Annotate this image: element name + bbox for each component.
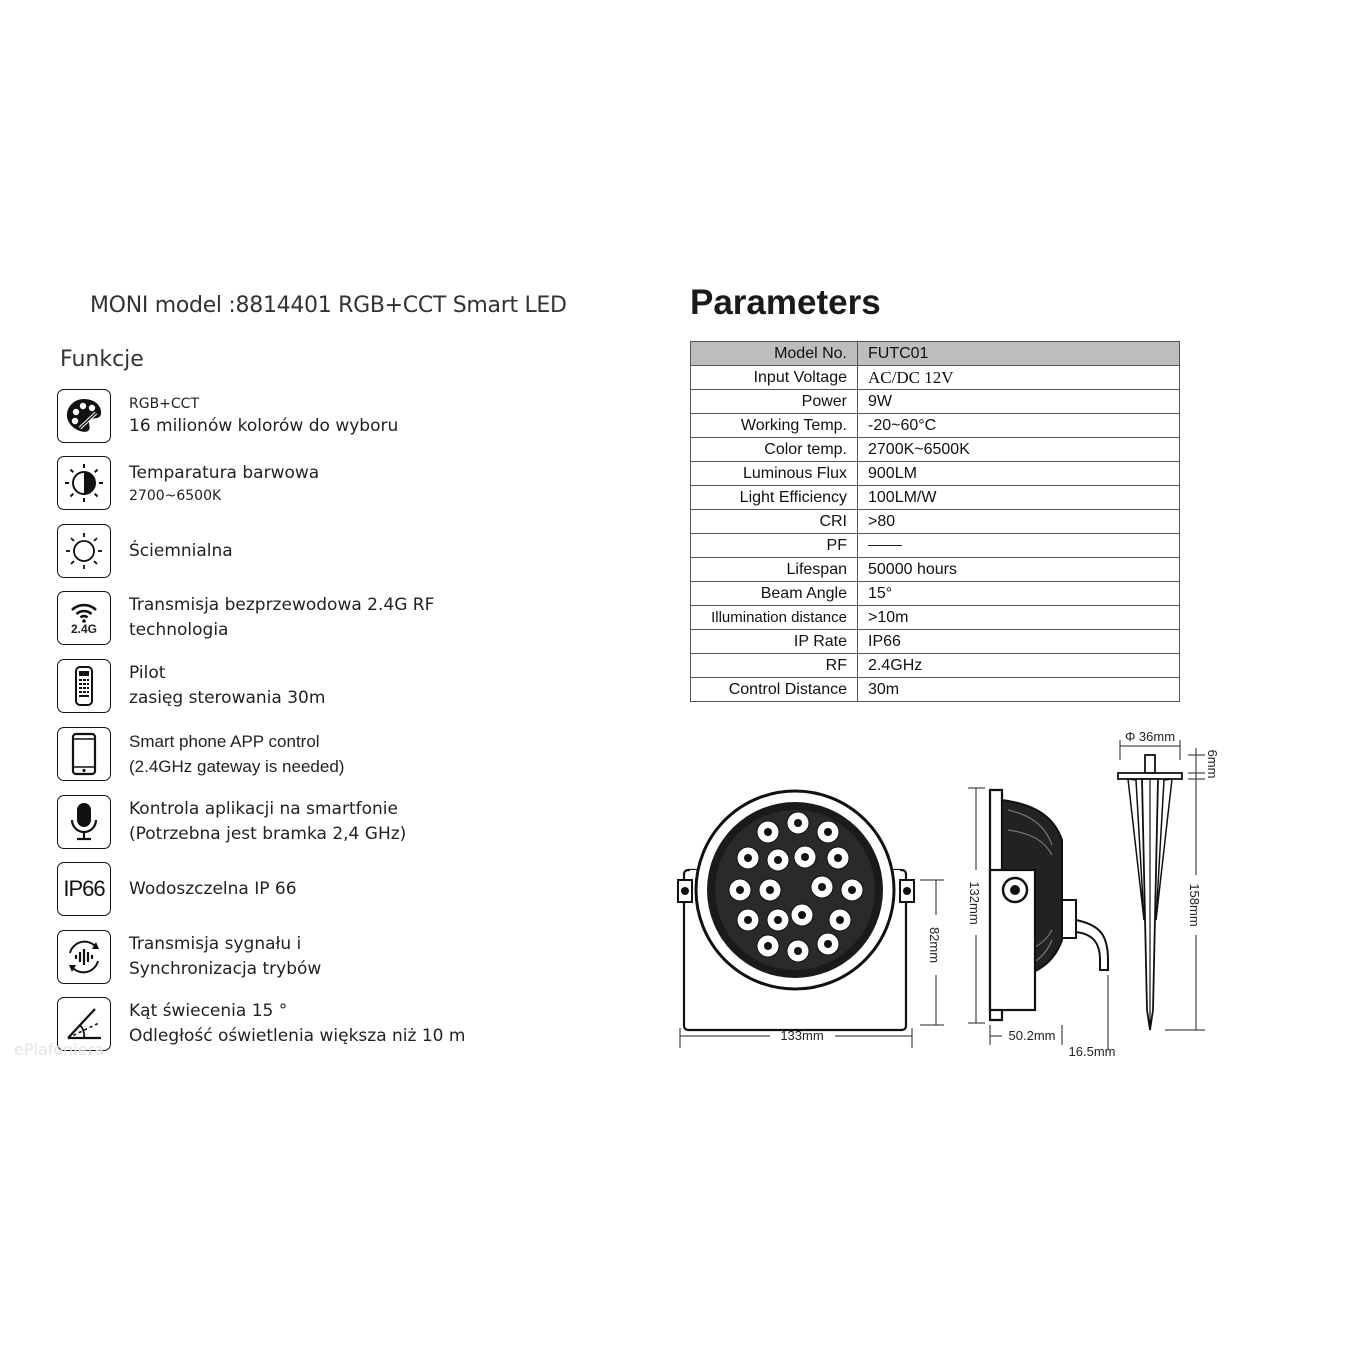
feature-beam-angle: [57, 997, 617, 1053]
spec-value: 9W: [858, 390, 1180, 414]
feature-dimmable: [57, 524, 617, 580]
table-row: [691, 462, 1180, 486]
spec-key: Color temp.: [691, 438, 858, 462]
spec-value: IP66: [858, 630, 1180, 654]
inner-height-label: 82mm: [927, 926, 942, 964]
spike-length-label: 158mm: [1187, 883, 1202, 927]
spec-key: Control Distance: [691, 678, 858, 702]
feature-line2: zasięg sterowania 30m: [129, 688, 326, 708]
feature-line1: Transmisja sygnału i: [129, 934, 302, 954]
spec-key: Power: [691, 390, 858, 414]
feature-color-temperature: [57, 456, 617, 512]
spec-value: FUTC01: [858, 342, 1180, 366]
sync-signal-icon: [57, 930, 111, 984]
spec-value: 50000 hours: [858, 558, 1180, 582]
spec-key: CRI: [691, 510, 858, 534]
table-row: [691, 390, 1180, 414]
table-row: [691, 342, 1180, 366]
table-row: [691, 558, 1180, 582]
spec-key: Beam Angle: [691, 582, 858, 606]
feature-line2: (Potrzebna jest bramka 2,4 GHz): [129, 824, 407, 844]
width-label: 133mm: [780, 1028, 824, 1043]
feature-line2: 16 milionów kolorów do wyboru: [129, 415, 399, 436]
spec-value: [858, 534, 1180, 558]
microphone-icon: [57, 795, 111, 849]
feature-line1: Wodoszczelna IP 66: [129, 878, 297, 899]
table-row: [691, 510, 1180, 534]
side-view: [967, 788, 1115, 1059]
front-view: [678, 791, 944, 1048]
spec-key: Model No.: [691, 342, 858, 366]
spec-value: 2700K~6500K: [858, 438, 1180, 462]
watermark: ePlafoniera: [14, 1040, 104, 1059]
dimension-drawing: [660, 720, 1240, 1080]
spec-value: 100LM/W: [858, 486, 1180, 510]
feature-line2: Synchronizacja trybów: [129, 959, 322, 979]
spec-value: >80: [858, 510, 1180, 534]
table-row: [691, 654, 1180, 678]
spec-key: Lifespan: [691, 558, 858, 582]
spec-value: >10m: [858, 606, 1180, 630]
depth-label: 50.2mm: [1008, 1028, 1056, 1043]
color-palette-icon: [57, 389, 111, 443]
dimmer-sun-icon: [57, 524, 111, 578]
spike-diameter-label: Φ 36mm: [1124, 729, 1176, 744]
feature-line1: RGB+CCT: [129, 395, 200, 412]
height-label: 132mm: [967, 881, 982, 925]
spec-key: PF: [691, 534, 858, 558]
table-row: [691, 582, 1180, 606]
table-row: [691, 606, 1180, 630]
table-row: [691, 486, 1180, 510]
spec-value: 900LM: [858, 462, 1180, 486]
features-heading: Funkcje: [60, 347, 144, 372]
table-row: [691, 438, 1180, 462]
spec-table: [690, 341, 1180, 702]
table-row: [691, 678, 1180, 702]
spec-value: AC/DC 12V: [858, 366, 1180, 390]
table-row: [691, 534, 1180, 558]
table-row: [691, 630, 1180, 654]
ip66-icon: [57, 862, 111, 916]
color-temperature-icon: [57, 456, 111, 510]
spec-value: 2.4GHz: [858, 654, 1180, 678]
feature-line2: (2.4GHz gateway is needed): [129, 757, 345, 776]
spec-value: 15°: [858, 582, 1180, 606]
product-title: MONI model :8814401 RGB+CCT Smart LED: [90, 293, 567, 318]
spec-key: RF: [691, 654, 858, 678]
spike-top-label: 6mm: [1205, 749, 1220, 779]
remote-control-icon: [57, 659, 111, 713]
feature-line1: Kąt świecenia 15 °: [129, 1001, 288, 1021]
ground-spike-view: [1118, 729, 1220, 1030]
table-row: [691, 414, 1180, 438]
spec-key: Working Temp.: [691, 414, 858, 438]
feature-line2: 2700~6500K: [129, 487, 222, 504]
spec-key: Light Efficiency: [691, 486, 858, 510]
smartphone-icon: [57, 727, 111, 781]
spec-value: -20~60°C: [858, 414, 1180, 438]
feature-smartphone-app: [57, 727, 617, 783]
spec-key: IP Rate: [691, 630, 858, 654]
feature-wireless: [57, 591, 617, 647]
parameters-title: Parameters: [690, 283, 881, 322]
feature-line1: Temparatura barwowa: [129, 462, 320, 483]
wireless-icon-label: 2.4G: [70, 622, 97, 636]
feature-voice-app-control: [57, 795, 617, 851]
feature-sync: [57, 930, 617, 986]
ip66-icon-label: IP66: [63, 876, 105, 901]
feature-line1: Kontrola aplikacji na smartfonie: [129, 799, 398, 819]
offset-label: 16.5mm: [1068, 1044, 1116, 1059]
feature-line1: Pilot: [129, 663, 166, 683]
spec-key: Luminous Flux: [691, 462, 858, 486]
feature-line2: technologia: [129, 620, 229, 640]
feature-line1: Transmisja bezprzewodowa 2.4G RF: [129, 595, 435, 615]
spec-key: Input Voltage: [691, 366, 858, 390]
wireless-24g-icon: [57, 591, 111, 645]
feature-waterproof: [57, 862, 617, 918]
spec-key: Illumination distance: [691, 606, 858, 630]
feature-line1: Smart phone APP control: [129, 732, 320, 751]
feature-line1: Ściemnialna: [129, 540, 233, 561]
feature-line2: Odległość oświetlenia większa niż 10 m: [129, 1026, 466, 1046]
feature-remote: [57, 659, 617, 715]
table-row: [691, 366, 1180, 390]
spec-value: 30m: [858, 678, 1180, 702]
feature-rgb-cct: [57, 389, 617, 445]
pf-dash: [868, 545, 902, 546]
